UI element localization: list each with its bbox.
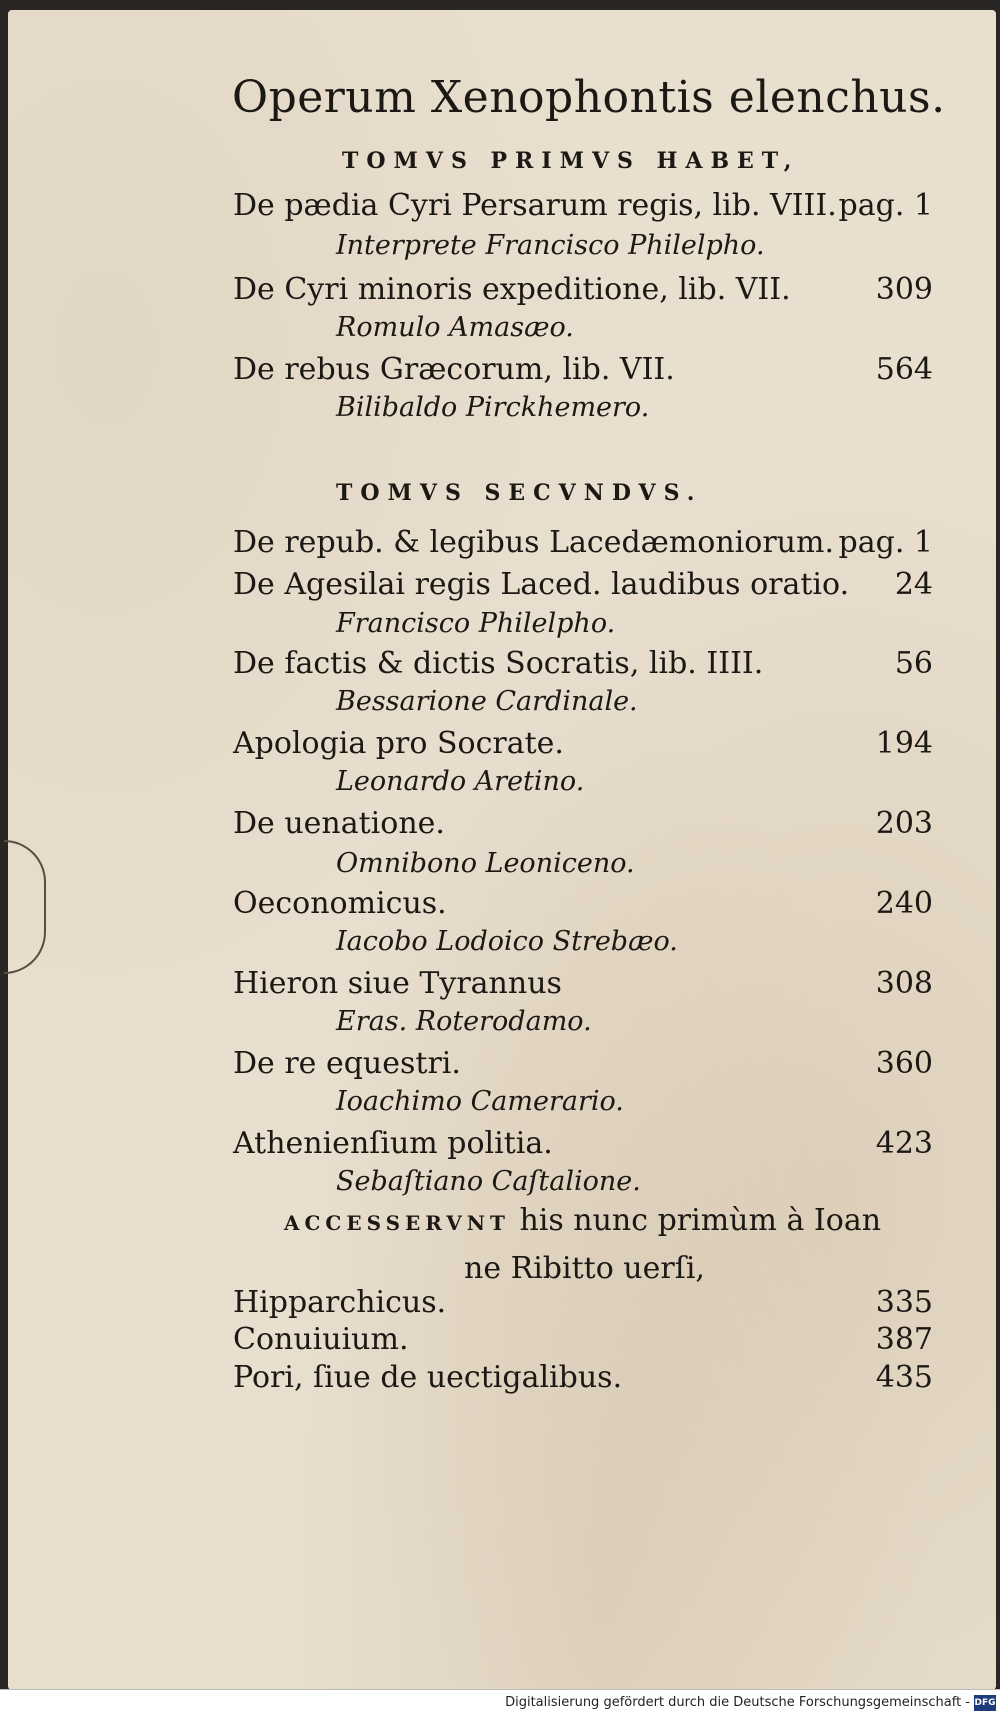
entry-page: 194 <box>875 726 933 761</box>
entry-translator: Iacobo Lodoico Strebæo. <box>336 926 678 957</box>
page-title: Operum Xenophontis elenchus. <box>232 72 946 123</box>
toc-entry <box>233 886 933 926</box>
entry-translator: Romulo Amasæo. <box>336 312 574 343</box>
entry-page: 309 <box>875 272 933 307</box>
entry-translator: Interprete Francisco Philelpho. <box>336 230 765 261</box>
toc-entry <box>233 646 933 686</box>
entry-title: Pori, ſiue de uectigalibus. <box>233 1360 623 1395</box>
toc-entry <box>233 1322 933 1362</box>
toc-entry <box>233 1285 933 1325</box>
toc-entry <box>233 1046 933 1086</box>
accesserunt-line1 <box>284 1198 924 1246</box>
toc-entry <box>233 567 933 607</box>
entry-page: 308 <box>875 966 933 1001</box>
entry-title: Oeconomicus. <box>233 886 447 921</box>
toc-entry <box>233 806 933 846</box>
toc-entry <box>233 1126 933 1166</box>
entry-title: De pædia Cyri Persarum regis, lib. VIII. <box>233 188 837 223</box>
entry-page: 435 <box>875 1360 933 1395</box>
entry-translator: Ioachimo Camerario. <box>336 1086 624 1117</box>
entry-page: 24 <box>894 567 933 602</box>
entry-title: Conuiuium. <box>233 1322 409 1357</box>
entry-translator: Omnibono Leoniceno. <box>336 848 635 879</box>
tomus-primus-heading: TOMVS PRIMVS HABET, <box>342 148 800 174</box>
entry-translator: Sebaſtiano Caſtalione. <box>336 1166 641 1197</box>
toc-entry <box>233 272 933 312</box>
entry-page: 203 <box>875 806 933 841</box>
entry-page: pag. 1 <box>838 525 933 560</box>
entry-page: 335 <box>875 1285 933 1320</box>
entry-page: 387 <box>875 1322 933 1357</box>
entry-page: 564 <box>875 352 933 387</box>
entry-title: Athenienſium politia. <box>233 1126 553 1161</box>
entry-title: De factis & dictis Socratis, lib. IIII. <box>233 646 764 681</box>
toc-entry <box>233 966 933 1006</box>
toc-entry <box>233 188 933 228</box>
entry-translator: Eras. Roterodamo. <box>336 1006 592 1037</box>
toc-entry <box>233 525 933 565</box>
entry-title: Apologia pro Socrate. <box>233 726 564 761</box>
tomus-secundus-heading: TOMVS SECVNDVS. <box>336 480 703 506</box>
accesserunt-note <box>284 1198 924 1292</box>
entry-translator: Leonardo Aretino. <box>336 766 585 797</box>
entry-title: De Cyri minoris expeditione, lib. VII. <box>233 272 791 307</box>
toc-entry <box>233 1360 933 1400</box>
entry-title: De re equestri. <box>233 1046 461 1081</box>
entry-title: De uenatione. <box>233 806 445 841</box>
entry-title: De rebus Græcorum, lib. VII. <box>233 352 675 387</box>
dfg-logo: DFG <box>974 1695 996 1711</box>
digitization-footer <box>0 1689 1000 1718</box>
entry-translator: Bilibaldo Pirckhemero. <box>336 392 650 423</box>
accesserunt-text1: his nunc primùm à Ioan <box>519 1203 882 1238</box>
entry-page: pag. 1 <box>838 188 933 223</box>
entry-page: 360 <box>875 1046 933 1081</box>
toc-entry <box>233 352 933 392</box>
entry-page: 423 <box>875 1126 933 1161</box>
accesserunt-line2: ne Ribitto uerſi, <box>464 1251 705 1286</box>
accesserunt-smallcaps: ACCESSERVNT <box>284 1211 510 1235</box>
entry-title: Hipparchicus. <box>233 1285 447 1320</box>
entry-title: De Agesilai regis Laced. laudibus oratio. <box>233 567 850 602</box>
entry-page: 240 <box>875 886 933 921</box>
page-fold-mark <box>4 840 46 974</box>
entry-page: 56 <box>894 646 933 681</box>
entry-translator: Francisco Philelpho. <box>336 608 616 639</box>
toc-entry <box>233 726 933 766</box>
entry-title: Hieron siue Tyrannus <box>233 966 562 1001</box>
entry-title: De repub. & legibus Lacedæmoniorum. <box>233 525 834 560</box>
entry-translator: Bessarione Cardinale. <box>336 686 638 717</box>
footer-text: Digitalisierung gefördert durch die Deutsche Forschungsgemeinschaft - <box>505 1695 970 1710</box>
